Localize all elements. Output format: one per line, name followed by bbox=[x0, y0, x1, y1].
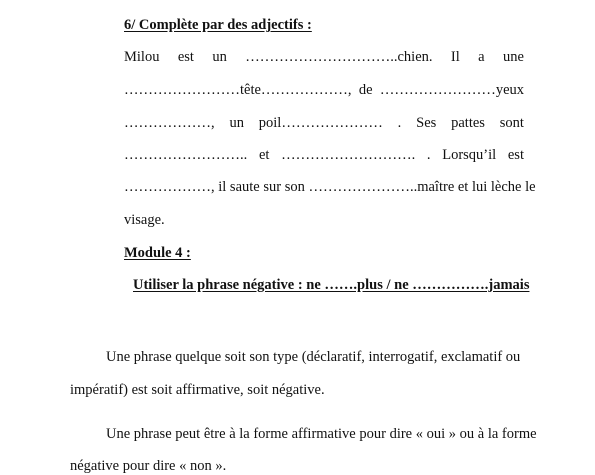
exercise-heading: 6/ Complète par des adjectifs : bbox=[124, 17, 312, 33]
exercise-line-5 bbox=[124, 179, 536, 196]
paragraph-1-line-2: impératif) est soit affirmative, soit négative. bbox=[70, 382, 325, 398]
line-word: . bbox=[397, 115, 402, 131]
line-word: a bbox=[478, 49, 485, 65]
line-word: …………………………..chien. bbox=[245, 49, 433, 65]
line-word: ……………………tête………………, bbox=[124, 82, 352, 98]
line-word: un bbox=[229, 115, 244, 131]
line-word: poil………………… bbox=[258, 115, 383, 131]
line-word: est bbox=[177, 49, 194, 65]
line-word: pattes bbox=[451, 115, 485, 131]
line-word: est bbox=[507, 147, 524, 163]
module-title: Module 4 : bbox=[124, 245, 191, 261]
exercise-line-1 bbox=[124, 49, 524, 66]
line-word: ……………………yeux bbox=[379, 82, 524, 98]
line-text: ………………, il saute sur son …………………..maître et lui lèche le bbox=[124, 179, 536, 195]
line-word: Milou bbox=[124, 49, 160, 65]
line-word: une bbox=[502, 49, 524, 65]
line-word: . bbox=[426, 147, 431, 163]
line-word: Ses bbox=[416, 115, 437, 131]
paragraph-2-line-2: négative pour dire « non ». bbox=[70, 458, 227, 474]
paragraph-2-line-1: Une phrase peut être à la forme affirmative pour dire « oui » ou à la forme bbox=[106, 426, 537, 442]
line-text: visage. bbox=[124, 212, 165, 228]
paragraph-1-line-1: Une phrase quelque soit son type (déclaratif, interrogatif, exclamatif ou bbox=[106, 349, 521, 365]
line-word: Lorsqu’il bbox=[442, 147, 497, 163]
exercise-line-4 bbox=[124, 147, 524, 164]
line-word: sont bbox=[499, 115, 524, 131]
line-word: un bbox=[212, 49, 227, 65]
exercise-line-3 bbox=[124, 115, 524, 132]
exercise-line-2 bbox=[124, 82, 524, 99]
line-word: ………………………. bbox=[281, 147, 416, 163]
line-word: …………………….. bbox=[124, 147, 248, 163]
line-word: et bbox=[258, 147, 270, 163]
line-word: ………………, bbox=[124, 115, 215, 131]
exercise-line-6 bbox=[124, 212, 165, 229]
line-word: de bbox=[358, 82, 373, 98]
line-word: Il bbox=[450, 49, 460, 65]
module-subtitle: Utiliser la phrase négative : ne …….plus / ne …………….jamais bbox=[133, 277, 530, 293]
